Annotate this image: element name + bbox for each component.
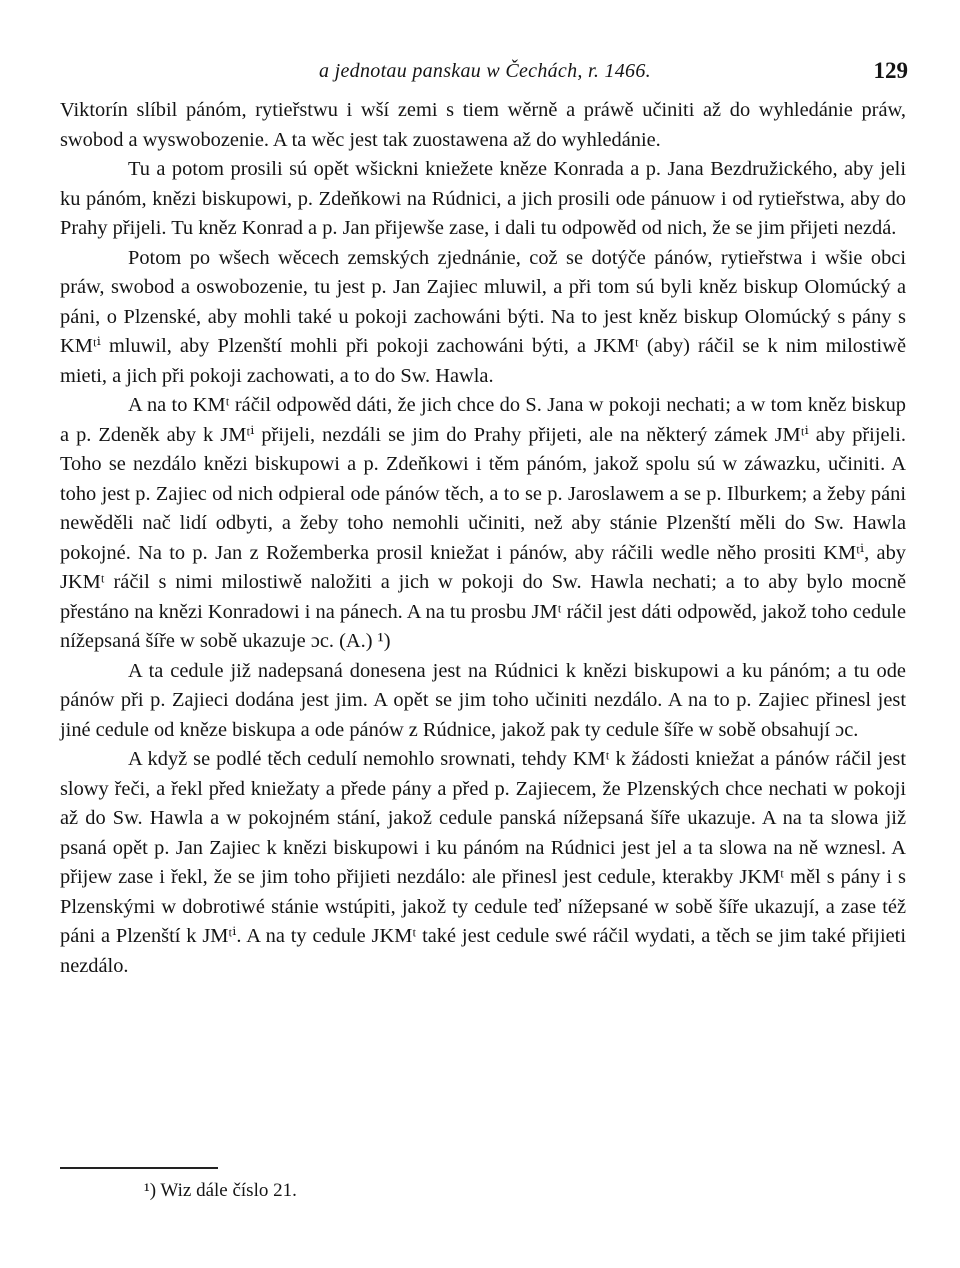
paragraph: A na to KMᵗ ráčil odpowěd dáti, že jich chce do S. Jana w pokoji nechati; a w tom kněz biskup a p. Zdeněk aby k JMᵗⁱ přijeli, nezdáli se jim do Prahy přijeti, ale na některý zámek JMᵗⁱ aby přijeli. Toho se nezdálo knězi biskupowi a p. Zdeňkowi i těm pánóm, jakož spolu sú w záwazku, učiniti. A toho jest p. Zajiec od nich odpieral ode pánów těch, a to se p. Jaroslawem a se p. Ilburkem; a žeby páni newěděli nač lidí odbyti, a žeby toho nemohli učiniti, než aby stánie Plzenští měli do Sw. Hawla pokojné. Na to p. Jan z Rožemberka prosil kniežat i pánów, aby ráčili wedle něho prositi KMᵗⁱ, aby JKMᵗ ráčil s nimi milostiwě naložiti a jich w pokoji do Sw. Hawla nechati; a to aby bylo mocně přestáno na knězi Konradowi i na pánech. A na tu prosbu JMᵗ ráčil jest dáti odpowěd, jakož toho cedule nížepsaná šíře w sobě ukazuje ɔc. (A.) ¹)	[60, 394, 906, 652]
page-header	[62, 60, 908, 88]
running-title: a jednotau panskau w Čechách, r. 1466.	[319, 60, 651, 82]
paragraph: Viktorín slíbil pánóm, rytieřstwu i wší zemi s tiem wěrně a práwě učiniti až do wyhledánie práw, swobod a wyswobozenie. A ta wěc jest tak zuostawena až do wyhledánie.	[60, 99, 906, 151]
body-text	[60, 96, 906, 981]
paragraph: Potom po wšech wěcech zemských zjednánie, což se dotýče pánów, rytieřstwa i wšie obci práw, swobod a oswobozenie, tu jest p. Jan Zajiec mluwil, a při tom sú byli kněz biskup Olomúcký a páni, o Plzenské, aby mohli také u pokoji zachowáni býti. Na to jest kněz biskup Olomúcký s pány s KMᵗⁱ mluwil, aby Plzenští mohli při pokoji zachowáni býti, a JKMᵗ (aby) ráčil se k nim milostiwě mieti, a jich při pokoji zachowati, a to do Sw. Hawla.	[60, 246, 906, 387]
footnote: ¹) Wiz dále číslo 21.	[144, 1180, 297, 1201]
page-number: 129	[873, 58, 908, 83]
paragraph: A když se podlé těch cedulí nemohlo srownati, tehdy KMᵗ k žádosti kniežat a pánów ráčil jest slowy řeči, a řekl před kniežaty a přede pány a před p. Zajiecem, že Plzenských chce nechati w pokoji až do Sw. Hawla a w pokojném stání, jakož cedule panská nížepsaná šíře ukazuje. A na ta slowa již psaná opět p. Jan Zajiec k knězi biskupowi i ku pánóm na Rúdnici jest jel a ta slowa na ně wznesl. A přijew zase i řekl, že se jim toho přijieti nezdálo: ale přinesl jest cedule, kterakby JKMᵗ měl s pány i s Plzenskými w dobrotiwé stánie wstúpiti, jakož ty cedule teď nížepsané w sobě šíře ukazují, a zase též páni a Plzenští k JMᵗⁱ. A na ty cedule JKMᵗ také jest cedule swé ráčil wydati, a těch se jim také přijieti nezdálo.	[60, 748, 906, 977]
footnote-rule	[60, 1167, 218, 1169]
paragraph: A ta cedule již nadepsaná donesena jest na Rúdnici k knězi biskupowi a ku pánóm; a tu ode pánów při p. Zajieci dodána jest jim. A opět se jim toho učiniti nezdálo. A na to p. Zajiec přinesl jest jiné cedule od kněze biskupa a ode pánów z Rúdnice, jakož pak ty cedule šíře w sobě obsahují ɔc.	[60, 659, 906, 741]
paragraph: Tu a potom prosili sú opět wšickni kniežete kněze Konrada a p. Jana Bezdružického, aby jeli ku pánóm, knězi biskupowi, p. Zdeňkowi na Rúdnici, a jich prosili ode pánuow i od rytieřstwa, aby do Prahy přijeli. Tu kněz Konrad a p. Jan přijewše zase, i dali tu odpowěd od nich, že se jim přijeti nezdá.	[60, 158, 906, 239]
